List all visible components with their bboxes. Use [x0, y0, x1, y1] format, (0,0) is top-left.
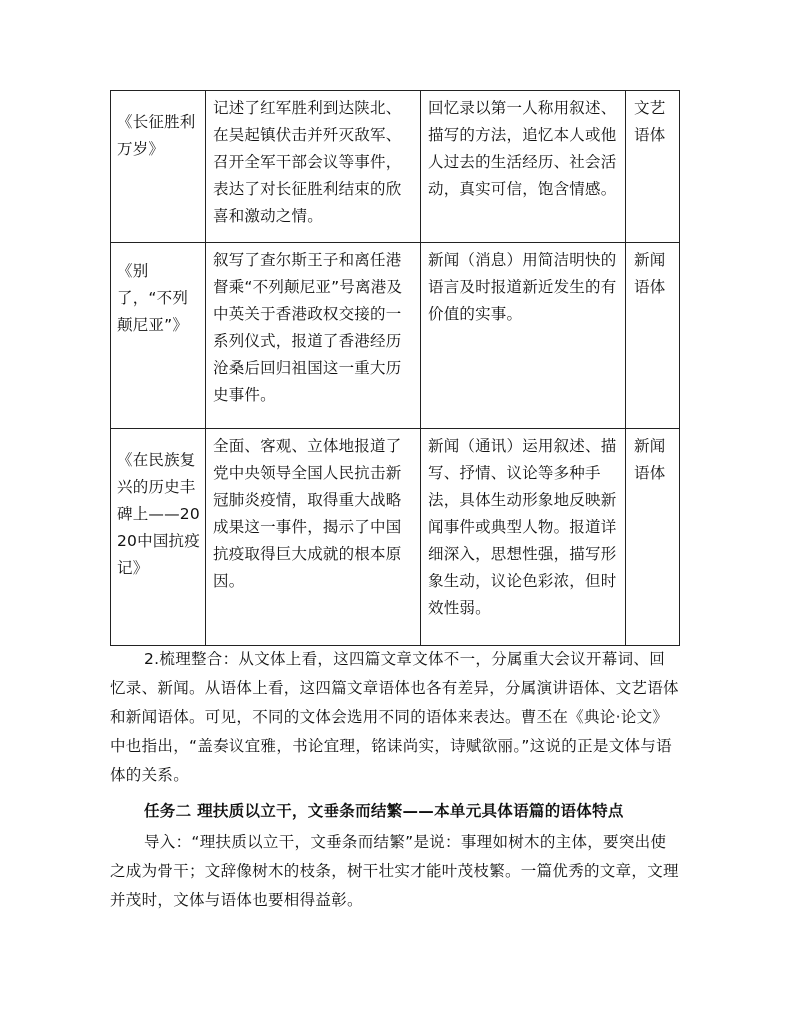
features-cell: 回忆录以第一人称用叙述、描写的方法，追忆本人或他人过去的生活经历、社会活动，真实可信，饱含情感。 — [421, 91, 626, 243]
content-cell: 记述了红军胜利到达陕北、在吴起镇伏击并歼灭敌军、召开全军干部会议等事件，表达了对长征胜利结束的欣喜和激动之情。 — [206, 91, 421, 243]
article-title-cell: 《在民族复兴的历史丰碑上——2020中国抗疫记》 — [111, 429, 206, 646]
features-cell: 新闻（消息）用简洁明快的语言及时报道新近发生的有价值的实事。 — [421, 243, 626, 429]
task-two-heading: 任务二 理扶质以立干，文垂条而结繁——本单元具体语篇的语体特点 — [144, 802, 624, 820]
intro-paragraph: 导入：“理扶质以立干，文垂条而结繁”是说：事理如树木的主体，要突出使之成为骨干；文辞像树木的枝条，树干壮实才能叶茂枝繁。一篇优秀的文章，文理并茂时，文体与语体也要相得益彰。 — [110, 833, 679, 909]
content-cell: 叙写了查尔斯王子和离任港督乘“不列颠尼亚”号离港及中英关于香港政权交接的一系列仪式，报道了香港经历沧桑后回归祖国这一重大历史事件。 — [206, 243, 421, 429]
style-cell: 新闻语体 — [626, 243, 680, 429]
style-cell: 新闻语体 — [626, 429, 680, 646]
sort-integration-paragraph: 2.梳理整合：从文体上看，这四篇文章文体不一，分属重大会议开幕词、回忆录、新闻。从语体上看，这四篇文章语体也各有差异，分属演讲语体、文艺语体和新闻语体。可见，不同的文体会选用不同的语体来表达。曹丕在《典论·论文》中也指出，“盖奏议宜雅，书论宜理，铭诔尚实，诗赋欲丽。”这说的正是文体与语体的关系。 — [110, 650, 679, 784]
article-title-cell: 《别了，“不列颠尼亚”》 — [111, 243, 206, 429]
style-cell: 文艺语体 — [626, 91, 680, 243]
table-row — [111, 429, 680, 646]
article-title-cell: 《长征胜利万岁》 — [111, 91, 206, 243]
features-cell: 新闻（通讯）运用叙述、描写、抒情、议论等多种手法，具体生动形象地反映新闻事件或典型人物。报道详细深入，思想性强，描写形象生动，议论色彩浓，但时效性弱。 — [421, 429, 626, 646]
text-style-table — [110, 90, 680, 646]
content-cell: 全面、客观、立体地报道了党中央领导全国人民抗击新冠肺炎疫情，取得重大战略成果这一事件，揭示了中国抗疫取得巨大成就的根本原因。 — [206, 429, 421, 646]
table-row — [111, 91, 680, 243]
table-row — [111, 243, 680, 429]
